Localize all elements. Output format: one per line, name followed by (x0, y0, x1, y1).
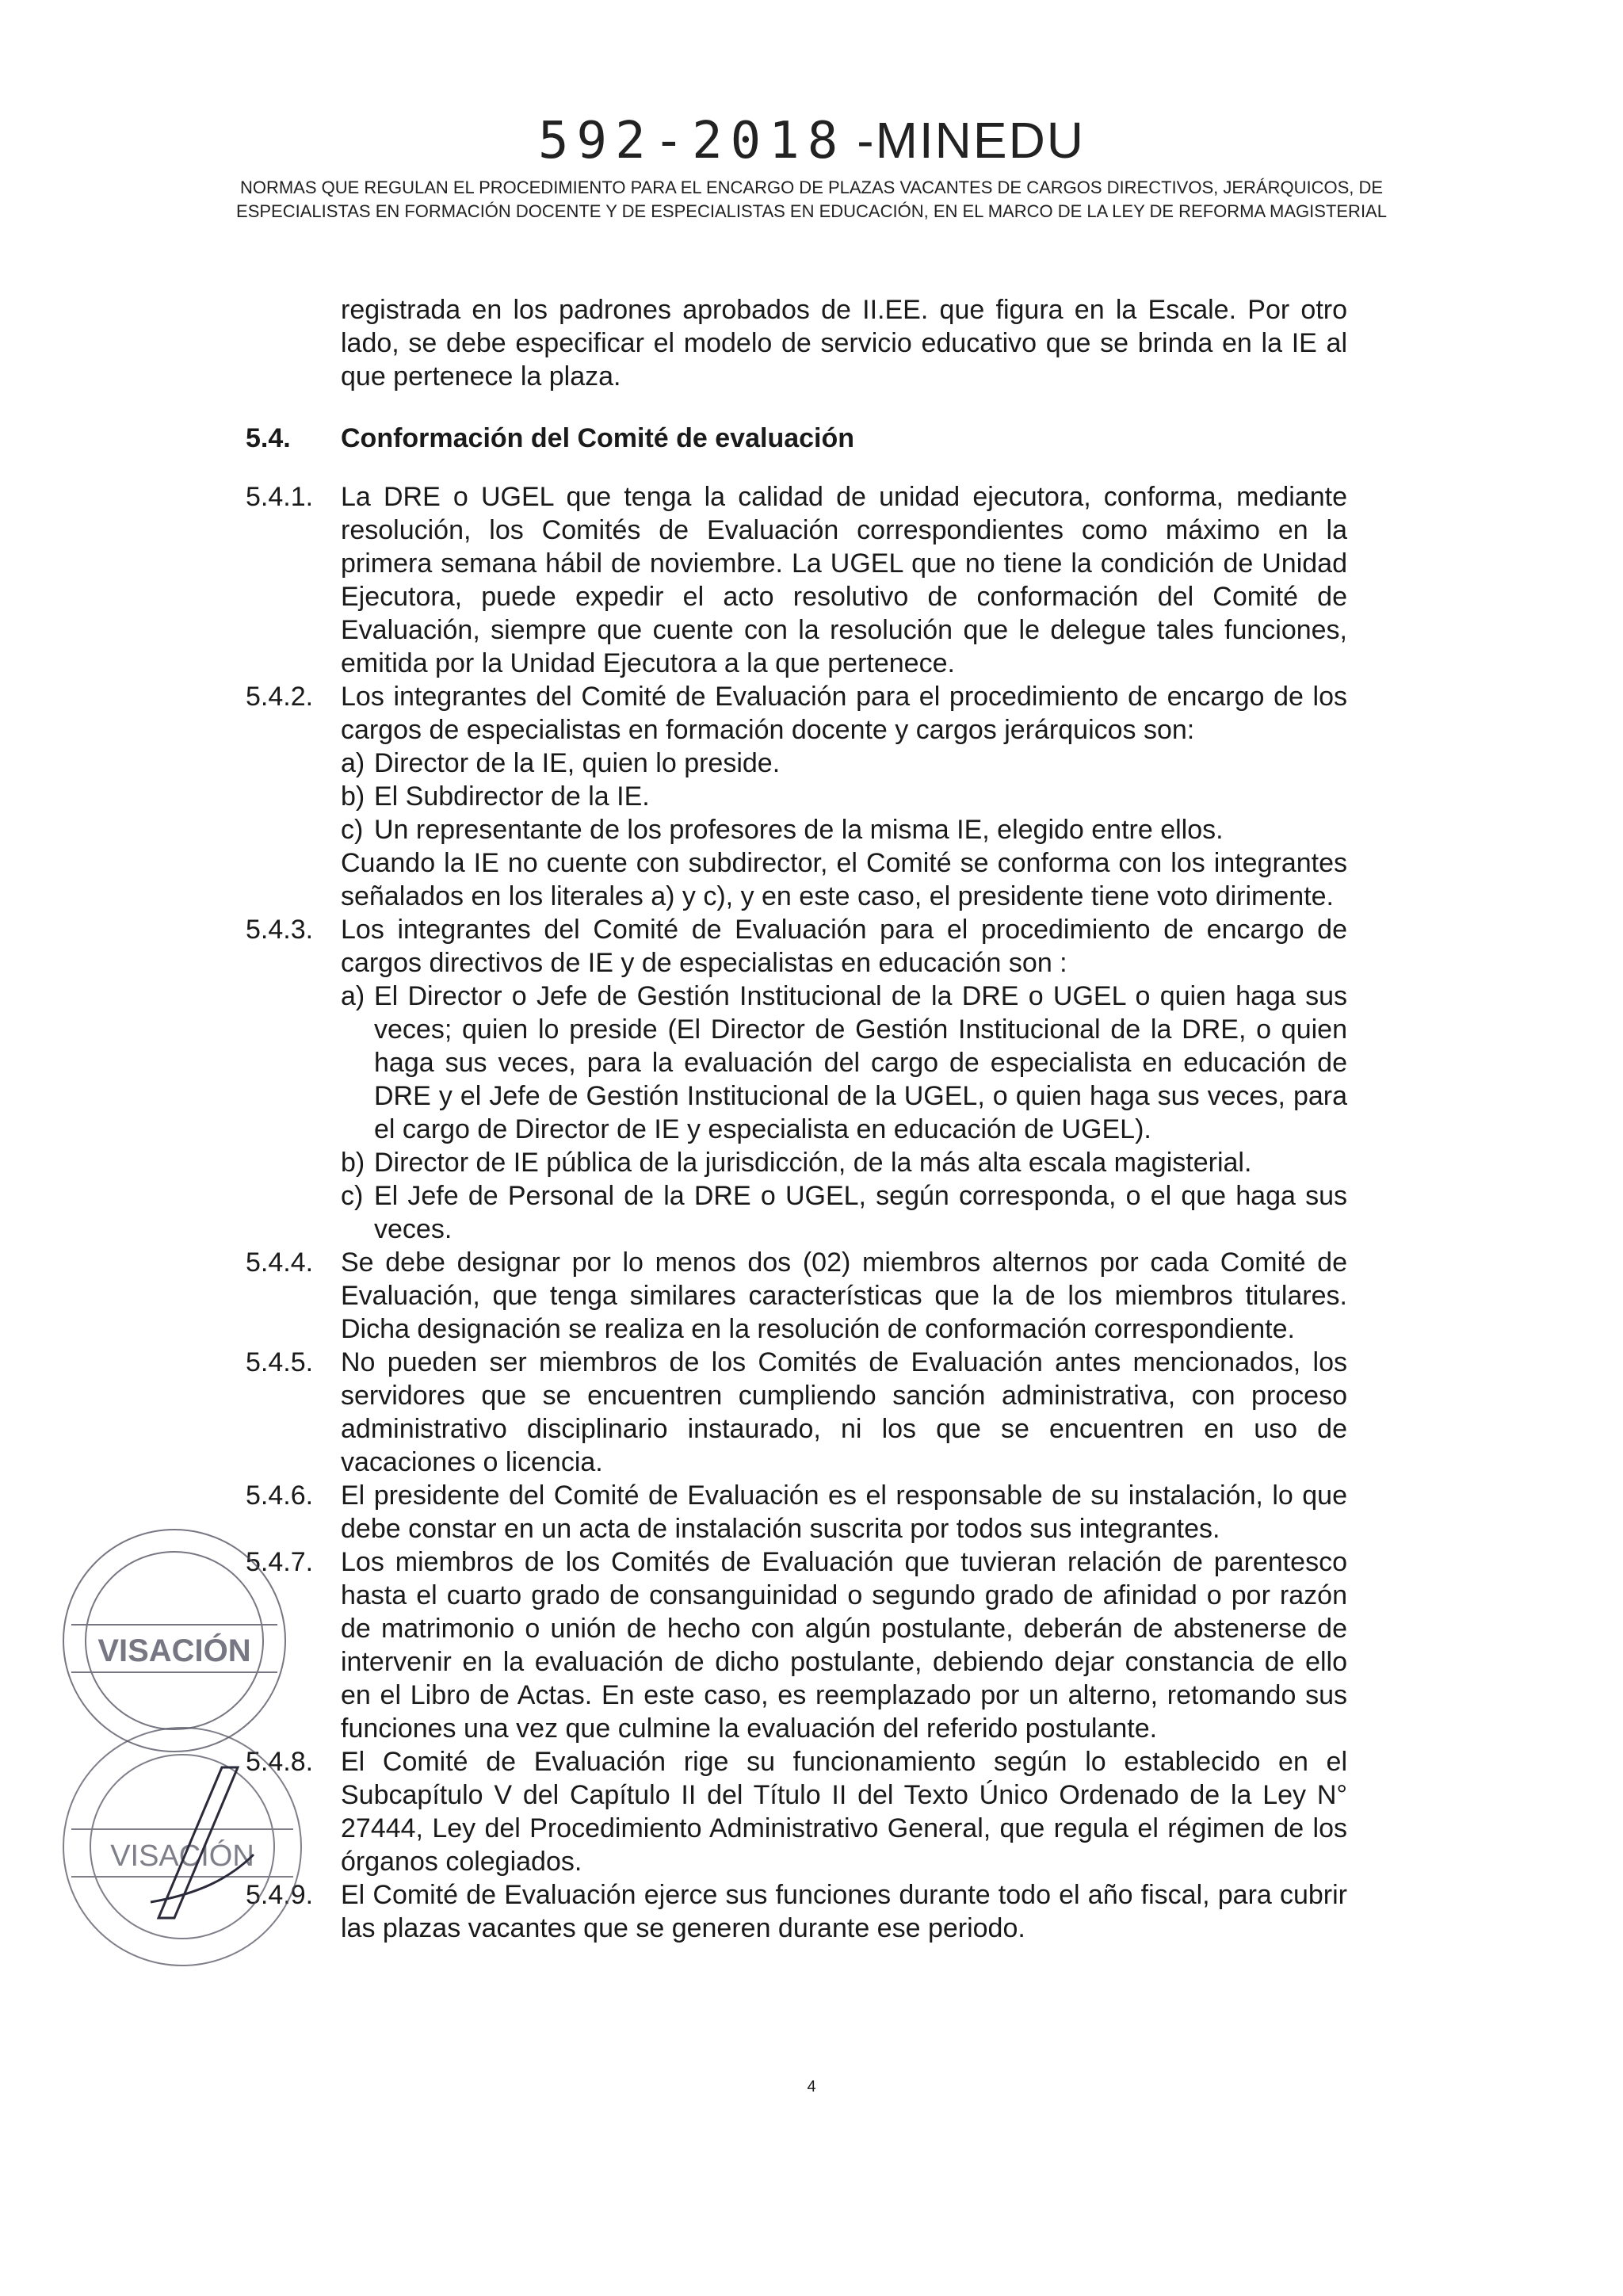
list-item (246, 1878, 1347, 1945)
section-number: 5.4. (246, 423, 291, 453)
item-text: La DRE o UGEL que tenga la calidad de unidad ejecutora, conforma, mediante resolución, los Comités de Evaluación correspondientes como máximo en la primera semana hábil de noviembre. La UGEL que no tiene la condición de Unidad Ejecutora, puede expedir el acto resolutivo de conformación del Comité de Evaluación, siempre que cuente con la resolución que le delegue tales funciones, emitida por la Unidad Ejecutora a la que pertenece. (341, 482, 1347, 678)
list-item (246, 1246, 1347, 1346)
item-number: 5.4.9. (246, 1880, 314, 1910)
item-text: El Comité de Evaluación rige su funcionamiento según lo establecido en el Subcapítulo V del Capítulo II del Título II del Texto Único Ordenado de la Ley N° 27444, Ley del Procedimiento Administrativo General, que regula el régimen de los órganos colegiados. (341, 1747, 1347, 1877)
section-heading (246, 422, 1347, 455)
sub-item (341, 1146, 1347, 1179)
sub-item (341, 747, 1347, 780)
item-number: 5.4.1. (246, 482, 314, 512)
item-number: 5.4.2. (246, 682, 314, 712)
item-note: Cuando la IE no cuente con subdirector, el Comité se conforma con los integrantes señalados en los literales a) y c), y en este caso, el presidente tiene voto dirimente. (341, 848, 1347, 911)
item-text: Los miembros de los Comités de Evaluación que tuvieran relación de parentesco hasta el cuarto grado de consanguinidad o segundo grado de afinidad o por razón de matrimonio o unión de hecho con algún postulante, deberán de abstenerse de intervenir en la evaluación de dicho postulante, debiendo dejar constancia de ello en el Libro de Actas. En este caso, es reemplazado por un alterno, retomando sus funciones una vez que culmine la evaluación del referido postulante. (341, 1547, 1347, 1744)
sub-item-letter: c) (341, 1181, 364, 1211)
resolution-suffix: -MINEDU (857, 112, 1085, 169)
item-text: El Comité de Evaluación ejerce sus funciones durante todo el año fiscal, para cubrir las plazas vacantes que se generen durante ese periodo. (341, 1880, 1347, 1943)
item-number: 5.4.5. (246, 1347, 314, 1377)
visa-seal-stamps (40, 1506, 309, 2061)
page-number: 4 (807, 2078, 816, 2095)
upper-seal (63, 1530, 285, 1752)
sub-item-letter: b) (341, 1148, 365, 1178)
list-item (246, 1745, 1347, 1878)
list-item (246, 1346, 1347, 1479)
sub-item-text: El Director o Jefe de Gestión Institucional de la DRE o UGEL o quien haga sus veces; quien lo preside (El Director de Gestión Institucional de la DRE, o quien haga sus veces, para la evaluación del cargo de especialista en educación de DRE y el Jefe de Gestión Institucional de la UGEL, o quien haga sus veces, para el cargo de Director de IE y especialista en educación de UGEL). (374, 981, 1347, 1144)
sub-item-letter: b) (341, 781, 365, 812)
item-number: 5.4.6. (246, 1480, 314, 1511)
sub-item-text: Un representante de los profesores de la misma IE, elegido entre ellos. (374, 815, 1224, 845)
sub-item-text: El Subdirector de la IE. (374, 781, 650, 812)
sub-item-letter: a) (341, 748, 365, 778)
sub-item (341, 813, 1347, 846)
list-item (246, 680, 1347, 913)
svg-text:VISACIÓN: VISACIÓN (97, 1633, 251, 1668)
item-text: Los integrantes del Comité de Evaluación para el procedimiento de encargo de cargos directivos de IE y de especialistas en educación son : (341, 915, 1347, 978)
list-item (246, 913, 1347, 1246)
list-item (246, 1479, 1347, 1545)
resolution-number-value: 592-2018 (538, 112, 846, 170)
item-text: No pueden ser miembros de los Comités de Evaluación antes mencionados, los servidores que se encuentren cumpliendo sanción administrativa, con proceso administrativo disciplinario instaurado, ni los que se encuentren en uso de vacaciones o licencia. (341, 1347, 1347, 1477)
document-header-title: NORMAS QUE REGULAN EL PROCEDIMIENTO PARA EL ENCARGO DE PLAZAS VACANTES DE CARGOS DIRECTIVOS, JERÁRQUICOS, DE ESPECIALISTAS EN FORMACIÓN DOCENTE Y DE ESPECIALISTAS EN EDUCACIÓN, EN EL MARCO DE LA LEY DE REFORMA MAGISTERIAL (236, 178, 1387, 221)
resolution-number (0, 111, 1623, 170)
intro-paragraph: registrada en los padrones aprobados de II.EE. que figura en la Escale. Por otro lado, se debe especificar el modelo de servicio educativo que se brinda en la IE al que pertenece la plaza. (341, 295, 1347, 392)
item-number: 5.4.8. (246, 1747, 314, 1777)
svg-text:VISACIÓN: VISACIÓN (110, 1839, 254, 1873)
sub-item-letter: c) (341, 815, 364, 845)
sub-item-letter: a) (341, 981, 365, 1011)
sub-item (341, 980, 1347, 1146)
sub-item (341, 1179, 1347, 1246)
document-body (246, 293, 1347, 1945)
item-number: 5.4.3. (246, 915, 314, 945)
lower-seal (63, 1728, 301, 1966)
item-number: 5.4.4. (246, 1247, 314, 1278)
list-item (246, 1545, 1347, 1745)
item-number: 5.4.7. (246, 1547, 314, 1577)
item-text: El presidente del Comité de Evaluación es el responsable de su instalación, lo que debe constar en un acta de instalación suscrita por todos sus integrantes. (341, 1480, 1347, 1544)
sub-item (341, 780, 1347, 813)
sub-item-text: El Jefe de Personal de la DRE o UGEL, según corresponda, o el que haga sus veces. (374, 1181, 1347, 1244)
sub-item-text: Director de la IE, quien lo preside. (374, 748, 781, 778)
sub-item-text: Director de IE pública de la jurisdicción, de la más alta escala magisterial. (374, 1148, 1252, 1178)
section-title: Conformación del Comité de evaluación (341, 423, 855, 453)
list-item (246, 480, 1347, 680)
item-text: Los integrantes del Comité de Evaluación para el procedimiento de encargo de los cargos de especialistas en formación docente y cargos jerárquicos son: (341, 682, 1347, 745)
item-text: Se debe designar por lo menos dos (02) miembros alternos por cada Comité de Evaluación, que tenga similares características que la de los miembros titulares. Dicha designación se realiza en la resolución de conformación correspondiente. (341, 1247, 1347, 1344)
